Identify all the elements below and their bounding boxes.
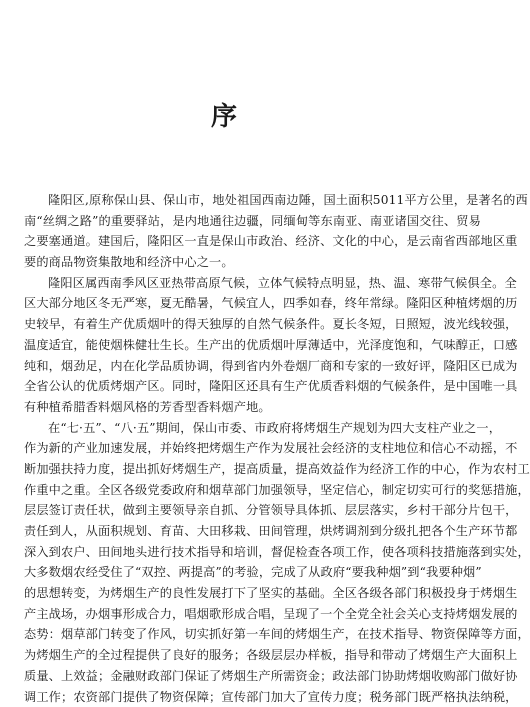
text-line: 调工作；农资部门提供了物资保障；宣传部门加大了宣传力度；税务部门既严格执法纳税，: [24, 687, 428, 707]
text-line: 有种植希腊香料烟风格的芳香型香料烟产地。: [24, 397, 428, 418]
text-line: 责任到人，从面积规划、育苗、大田移栽、田间管理，烘烤调剂到分级扎把各个生产环节都: [24, 521, 428, 542]
text-line: 深入到农户、田间地头进行技术指导和培训，督促检查各项工作，使各项科技措施落到实处，: [24, 542, 428, 563]
text-line: 的思想转变，为烤烟生产的良性发展打下了坚实的基础。全区各级各部门积极投身于烤烟生: [24, 583, 428, 604]
body-text: [24, 190, 428, 707]
text-line: 作重中之重。全区各级党委政府和烟草部门加强领导，坚定信心，制定切实可行的奖惩措施，: [24, 480, 428, 501]
text-line: 为烤烟生产的全过程提供了良好的服务；各级层层办样板，指导和带动了烤烟生产大面积上: [24, 645, 428, 666]
text-line: 全省公认的优质烤烟产区。同时，隆阳区还具有生产优质香料烟的气候条件，是中国唯一具: [24, 376, 428, 397]
text-line: 史较早，有着生产优质烟叶的得天独厚的自然气候条件。夏长冬短，日照短，波光线较强，: [24, 314, 428, 335]
text-line: 产主战场，办烟事形成合力，唱烟歌形成合唱，呈现了一个全党全社会关心支持烤烟发展的: [24, 604, 428, 625]
text-line: 态势：烟草部门转变了作风，切实抓好第一车间的烤烟生产，在技术指导、物资保障等方面，: [24, 624, 428, 645]
text-line: 南“丝绸之路”的重要驿站，是内地通往边疆，同缅甸等东南亚、南亚诸国交往、贸易: [24, 211, 428, 232]
text-line: 隆阳区,原称保山县、保山市，地处祖国西南边陲，国土面积5011平方公里，是著名的西: [24, 190, 428, 211]
page-title: 序: [0, 96, 450, 133]
text-line: 大多数烟农经受住了“双控、两提高”的考验，完成了从政府“要我种烟”到“我要种烟”: [24, 562, 428, 583]
text-line: 层层签订责任状，做到主要领导亲自抓、分管领导具体抓、层层落实，乡村干部分片包干，: [24, 500, 428, 521]
text-line: 纯和，烟劲足，内在化学品质协调，得到省内外卷烟厂商和专家的一致好评，隆阳区已成为: [24, 356, 428, 377]
text-line: 要的商品物资集散地和经济中心之一。: [24, 252, 428, 273]
text-line: 在“七·五”、“八·五”期间，保山市委、市政府将烤烟生产规划为四大支柱产业之一，: [24, 418, 428, 439]
text-line: 质量、上效益；金融财政部门保证了烤烟生产所需资金；政法部门协助烤烟收购部门做好协: [24, 666, 428, 687]
text-line: 隆阳区属西南季风区亚热带高原气候，立体气候特点明显，热、温、寒带气候俱全。全: [24, 273, 428, 294]
text-line: 断加强扶持力度，提出抓好烤烟生产，提高质量，提高效益作为经济工作的中心，作为农村工: [24, 459, 428, 480]
text-line: 区大部分地区冬无严寒，夏无酷暑，气候宜人，四季如春，终年常绿。隆阳区种植烤烟的历: [24, 293, 428, 314]
text-line: 温度适宜，能使烟株健壮生长。生产出的优质烟叶厚薄适中，光泽度饱和，气味醇正，口感: [24, 335, 428, 356]
text-line: 之要塞通道。建国后，隆阳区一直是保山市政治、经济、文化的中心，是云南省西部地区重: [24, 231, 428, 252]
text-line: 作为新的产业加速发展，并始终把烤烟生产作为发展社会经济的支柱地位和信心不动摇，不: [24, 438, 428, 459]
